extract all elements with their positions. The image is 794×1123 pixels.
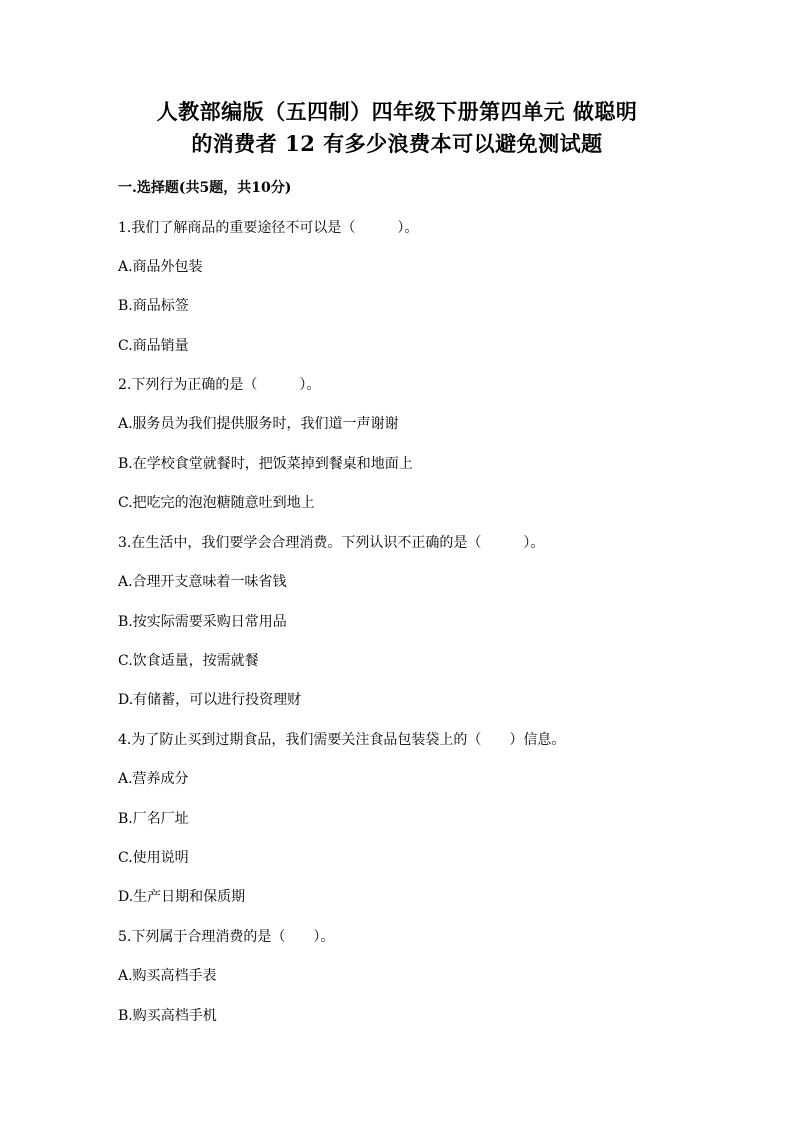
question-1-option-a: A.商品外包装 xyxy=(118,259,203,275)
question-2-option-a: A.服务员为我们提供服务时，我们道一声谢谢 xyxy=(118,416,399,432)
question-4-option-b: B.厂名厂址 xyxy=(118,811,189,827)
question-5-option-b: B.购买高档手机 xyxy=(118,1008,217,1024)
question-5-option-a: A.购买高档手表 xyxy=(118,968,217,984)
document-title-line-1: 人教部编版（五四制）四年级下册第四单元 做聪明 xyxy=(156,99,638,124)
question-1-option-b: B.商品标签 xyxy=(118,298,189,314)
question-2-stem: 2.下列行为正确的是（ ）。 xyxy=(118,377,321,393)
question-5-stem: 5.下列属于合理消费的是（ ）。 xyxy=(118,929,335,945)
question-3-option-d: D.有储蓄，可以进行投资理财 xyxy=(118,692,302,708)
question-4-option-a: A.营养成分 xyxy=(118,771,189,787)
question-2-option-c: C.把吃完的泡泡糖随意吐到地上 xyxy=(118,495,315,511)
question-2-option-b: B.在学校食堂就餐时，把饭菜掉到餐桌和地面上 xyxy=(118,456,413,472)
document-title-line-2: 的消费者 12 有多少浪费本可以避免测试题 xyxy=(191,131,603,156)
question-1-option-c: C.商品销量 xyxy=(118,338,189,354)
question-4-stem: 4.为了防止买到过期食品，我们需要关注食品包装袋上的（ ）信息。 xyxy=(118,732,566,748)
question-4-option-c: C.使用说明 xyxy=(118,850,189,866)
question-1-stem: 1.我们了解商品的重要途径不可以是（ ）。 xyxy=(118,220,419,236)
question-3-option-a: A.合理开支意味着一味省钱 xyxy=(118,574,287,590)
question-3-option-c: C.饮食适量，按需就餐 xyxy=(118,653,259,669)
question-3-stem: 3.在生活中，我们要学会合理消费。下列认识不正确的是（ ）。 xyxy=(118,535,545,551)
question-3-option-b: B.按实际需要采购日常用品 xyxy=(118,614,287,630)
section-heading: 一.选择题(共5题，共10分) xyxy=(118,180,292,196)
question-4-option-d: D.生产日期和保质期 xyxy=(118,889,246,905)
